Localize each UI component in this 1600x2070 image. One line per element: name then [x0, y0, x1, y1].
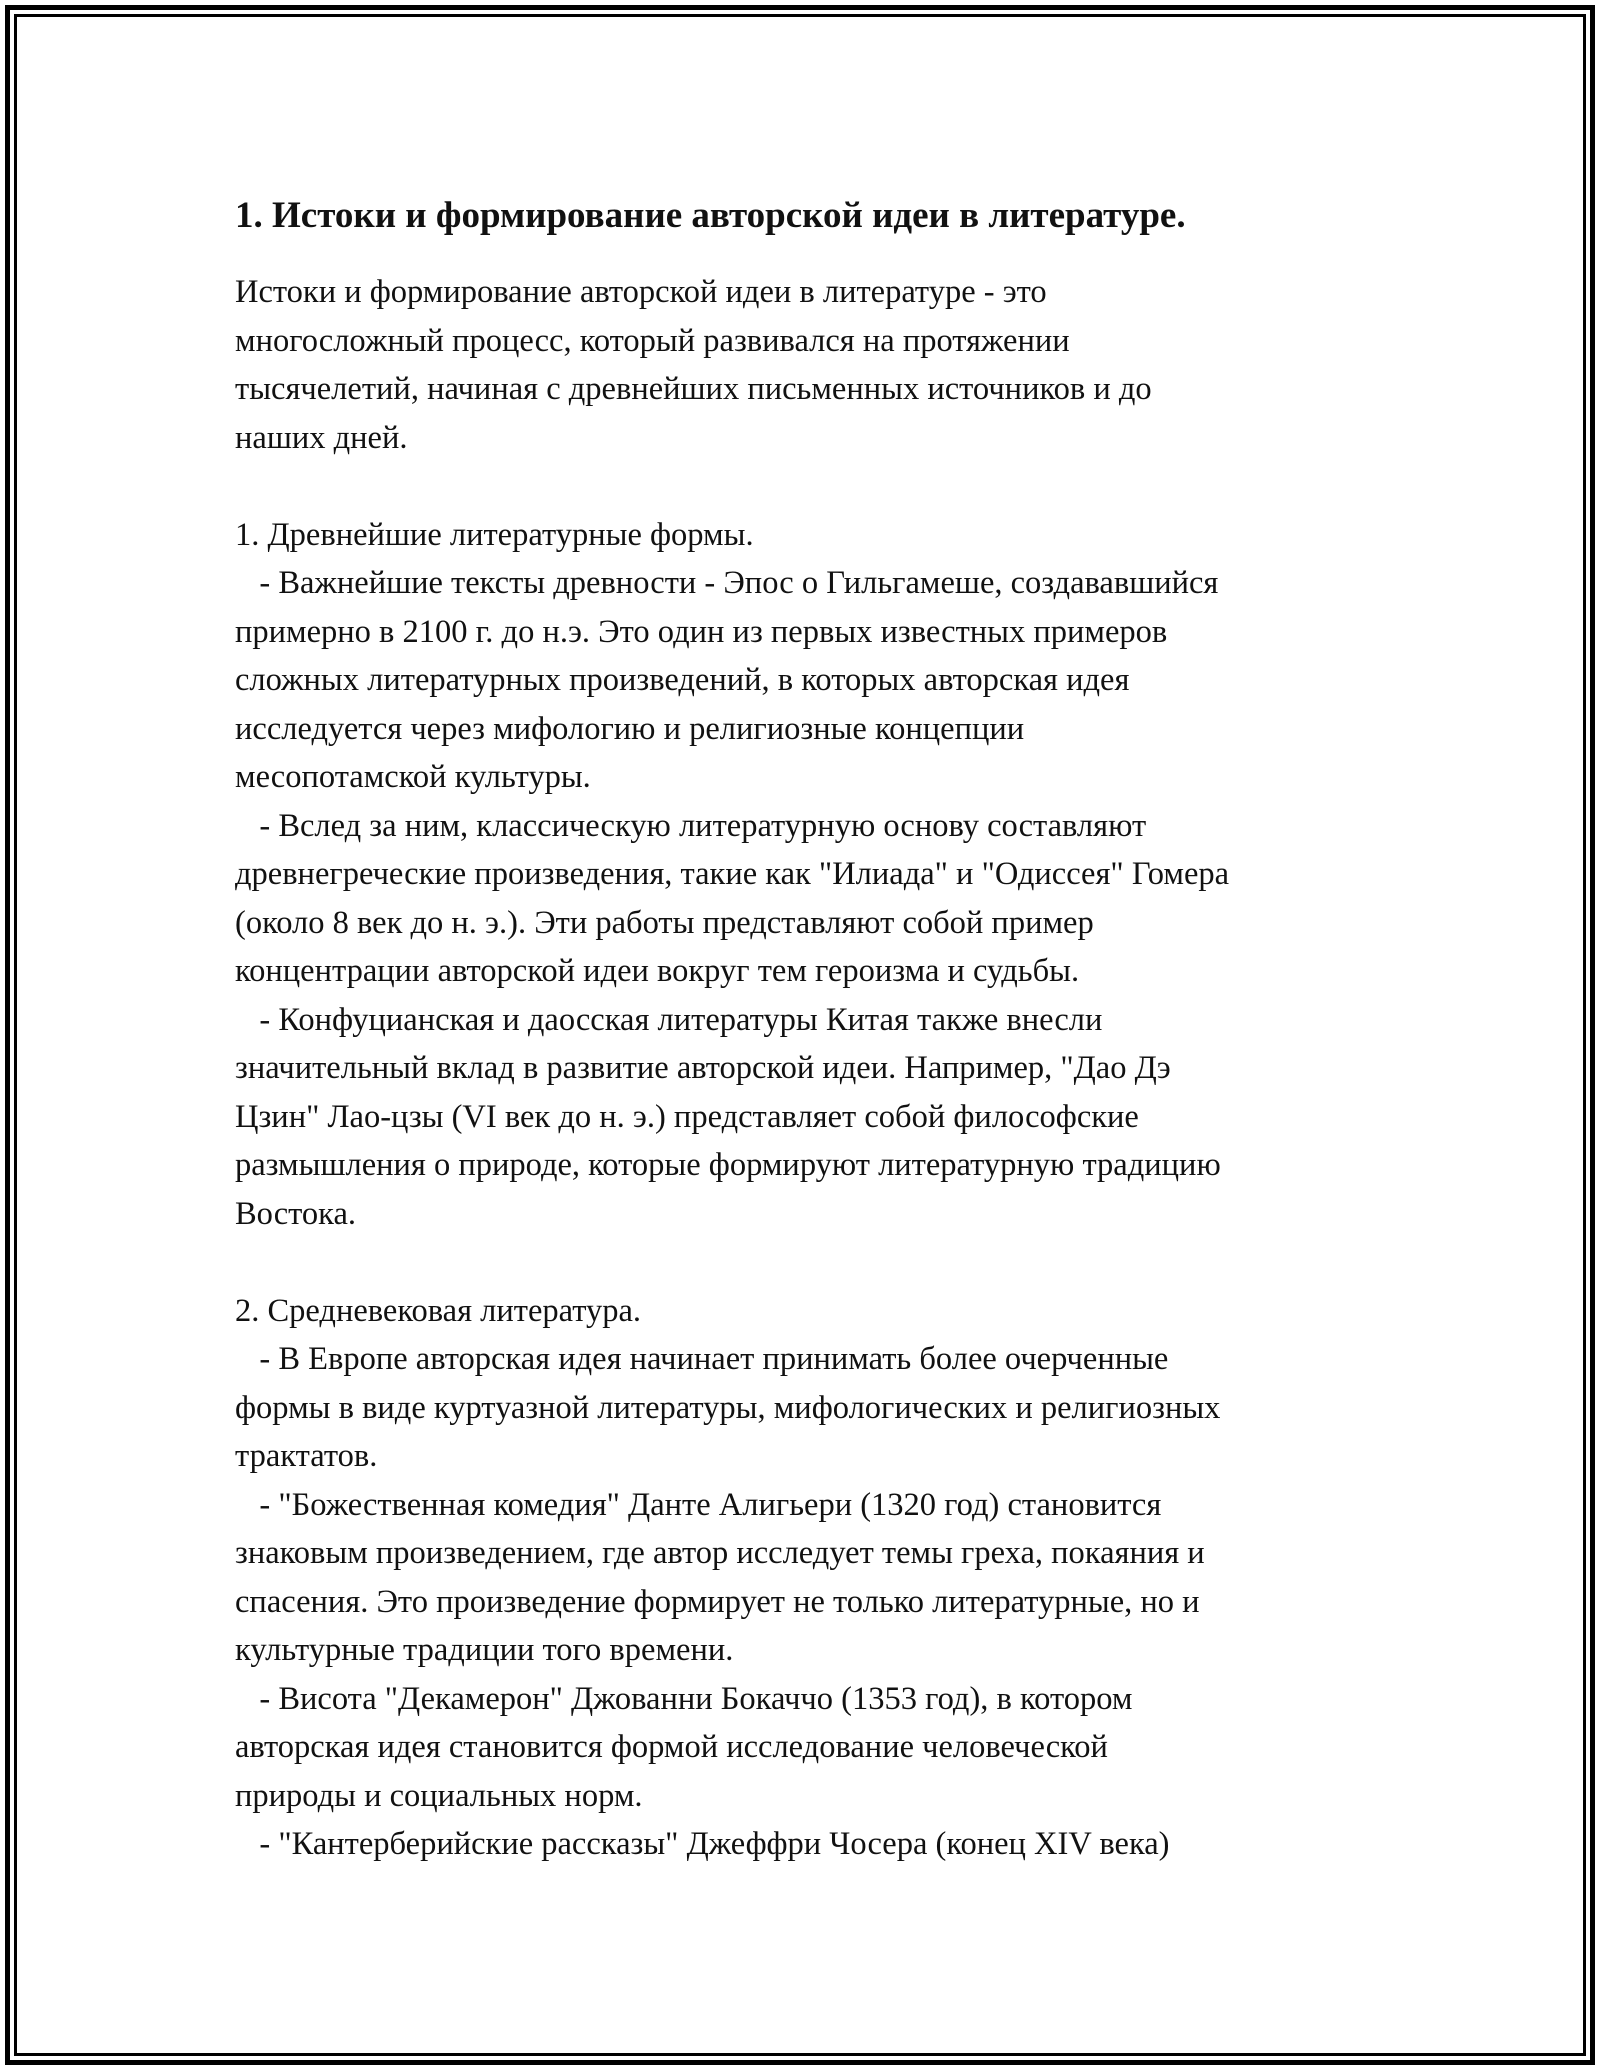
text-line: формы в виде куртуазной литературы, мифологических и религиозных	[235, 1389, 1221, 1426]
text-line: спасения. Это произведение формирует не только литературные, но и	[235, 1583, 1200, 1620]
text-line: Истоки и формирование авторской идеи в литературе - это	[235, 274, 1047, 310]
text-line: исследуется через мифологию и религиозные концепции	[235, 710, 1025, 747]
text-line: древнегреческие произведения, такие как "Илиада" и "Одиссея" Гомера	[235, 856, 1230, 892]
text-line: - Вслед за ним, классическую литературную основу составляют	[235, 807, 1147, 844]
blank-line	[235, 1238, 1415, 1287]
text-line: наших дней.	[235, 419, 408, 456]
text-line: Цзин" Лао-цзы (VI век до н. э.) представляет собой философские	[235, 1098, 1139, 1135]
text-line: 1. Древнейшие литературные формы.	[235, 516, 754, 553]
text-line: - Висота "Декамерон" Джованни Бокаччо (1353 год), в котором	[235, 1680, 1133, 1717]
text-line: знаковым произведением, где автор исследует темы греха, покаяния и	[235, 1535, 1205, 1571]
text-line: Востока.	[235, 1195, 357, 1232]
text-line: авторская идея становится формой исследование человеческой	[235, 1729, 1108, 1765]
text-line: - "Божественная комедия" Данте Алигьери (1320 год) становится	[235, 1486, 1162, 1523]
text-line: концентрации авторской идеи вокруг тем героизма и судьбы.	[235, 953, 1080, 989]
text-line: примерно в 2100 г. до н.э. Это один из первых известных примеров	[235, 613, 1168, 650]
document-text	[235, 268, 1415, 1869]
text-line: 2. Средневековая литература.	[235, 1292, 642, 1329]
text-line: трактатов.	[235, 1438, 378, 1474]
text-line: значительный вклад в развитие авторской идеи. Например, "Дао Дэ	[235, 1050, 1171, 1086]
text-line: - Конфуцианская и даосская литературы Китая также внесли	[235, 1001, 1103, 1038]
text-line: - В Европе авторская идея начинает принимать более очерченные	[235, 1341, 1169, 1377]
blank-line	[235, 462, 1415, 511]
section-heading: 1. Истоки и формирование авторской идеи в литературе.	[235, 195, 1186, 236]
document-body	[235, 186, 1415, 1869]
text-line: многосложный процесс, который развивался на протяжении	[235, 322, 1070, 359]
text-line: месопотамской культуры.	[235, 759, 591, 795]
text-line: культурные традиции того времени.	[235, 1632, 734, 1668]
text-line: тысячелетий, начиная с древнейших письменных источников и до	[235, 371, 1152, 407]
text-line: размышления о природе, которые формируют литературную традицию	[235, 1147, 1221, 1183]
text-line: - "Кантерберийские рассказы" Джеффри Чосера (конец XIV века)	[235, 1826, 1170, 1862]
text-line: природы и социальных норм.	[235, 1777, 643, 1814]
text-line: - Важнейшие тексты древности - Эпос о Гильгамеше, создававшийся	[235, 565, 1219, 601]
text-line: сложных литературных произведений, в которых авторская идея	[235, 662, 1130, 698]
text-line: (около 8 век до н. э.). Эти работы представляют собой пример	[235, 904, 1094, 941]
